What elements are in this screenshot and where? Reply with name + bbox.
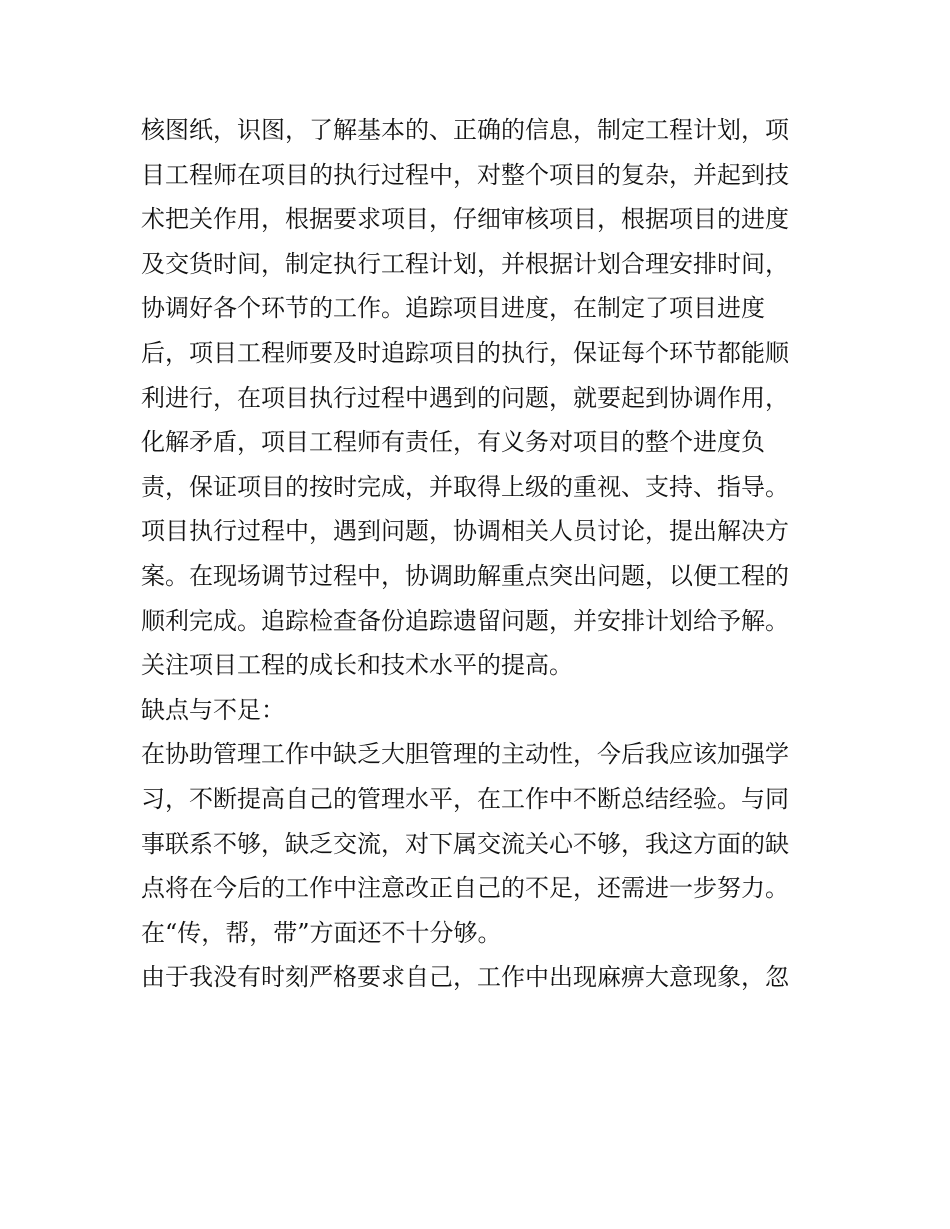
text-line-9: 责，保证项目的按时完成，并取得上级的重视、支持、指导。 [141,472,789,501]
text-line-13: 关注项目工程的成长和技术水平的提高。 [141,651,573,680]
section-heading-shortcomings: 缺点与不足： [141,695,285,724]
text-line-7: 利进行，在项目执行过程中遇到的问题，就要起到协调作用， [141,383,789,412]
text-line-5: 协调好各个环节的工作。追踪项目进度，在制定了项目进度 [141,294,765,323]
text-line-10: 项目执行过程中，遇到问题，协调相关人员讨论，提出解决方 [141,517,789,546]
text-line-8: 化解矛盾，项目工程师有责任，有义务对项目的整个进度负 [141,428,765,457]
text-line-17: 事联系不够，缺乏交流，对下属交流关心不够，我这方面的缺 [141,829,789,858]
text-line-12: 顺利完成。追踪检查备份追踪遗留问题，并安排计划给予解。 [141,606,789,635]
text-line-19: 在“传，帮，带”方面还不十分够。 [141,918,502,947]
text-line-11: 案。在现场调节过程中，协调助解重点突出问题，以便工程的 [141,561,789,590]
text-line-18: 点将在今后的工作中注意改正自己的不足，还需进一步努力。 [141,874,789,903]
text-line-15: 在协助管理工作中缺乏大胆管理的主动性，今后我应该加强学 [141,740,789,769]
text-line-3: 术把关作用，根据要求项目，仔细审核项目，根据项目的进度 [141,205,789,234]
text-line-2: 目工程师在项目的执行过程中，对整个项目的复杂，并起到技 [141,160,789,189]
text-line-1: 核图纸，识图，了解基本的、正确的信息，制定工程计划，项 [141,116,789,144]
text-line-4: 及交货时间，制定执行工程计划，并根据计划合理安排时间， [141,249,789,278]
text-line-20: 由于我没有时刻严格要求自己，工作中出现麻痹大意现象，忽 [141,963,789,992]
text-line-16: 习，不断提高自己的管理水平，在工作中不断总结经验。与同 [141,784,789,813]
text-line-6: 后，项目工程师要及时追踪项目的执行，保证每个环节都能顺 [141,338,789,367]
body-text [141,108,821,1000]
